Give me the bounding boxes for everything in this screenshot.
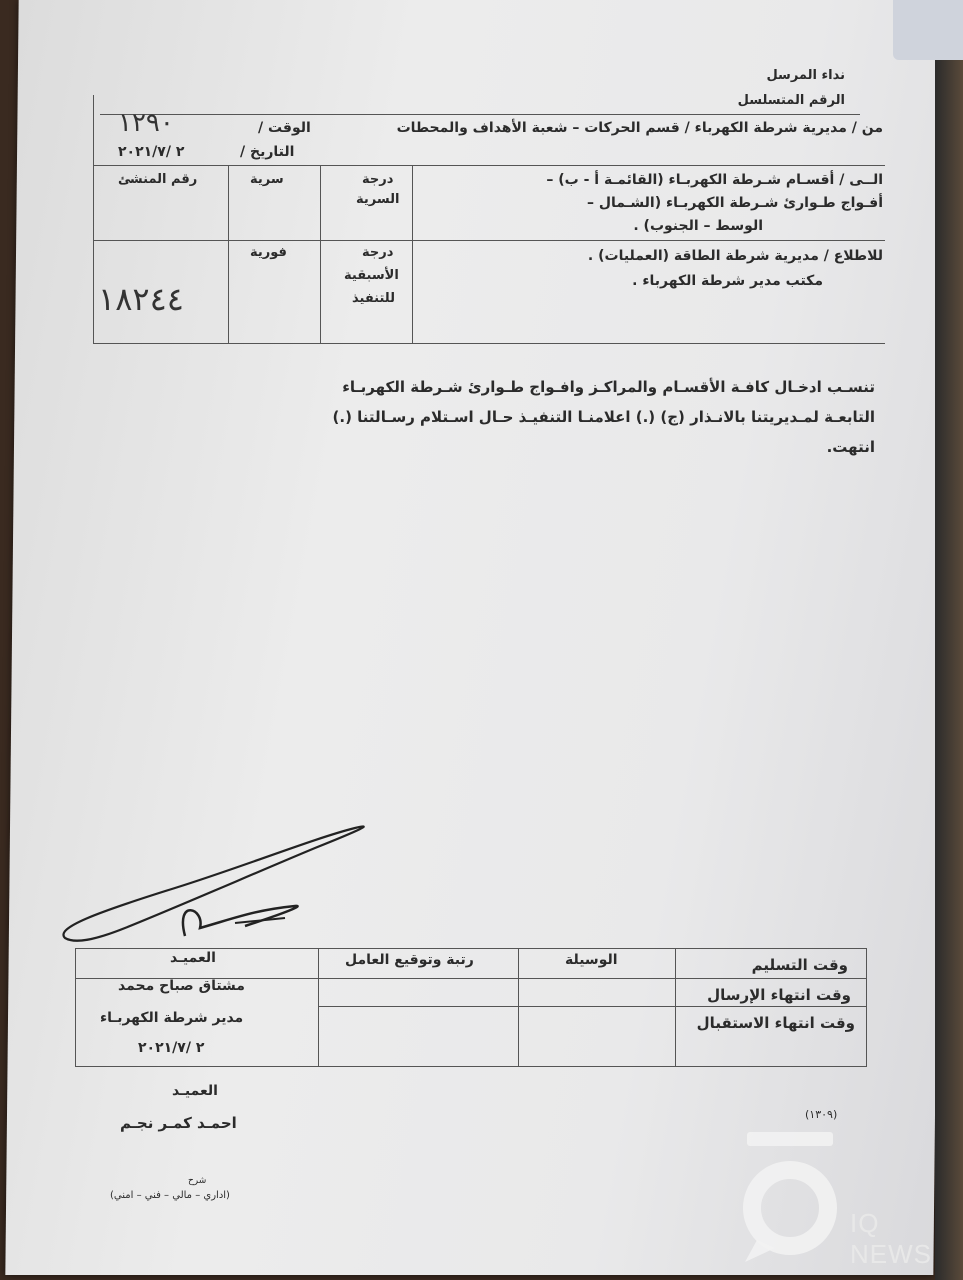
to-line-1: الــى / أقسـام شـرطة الكهربـاء (القائمـة أ - ب) – xyxy=(546,172,883,188)
send-end-time-label: وقت انتهاء الإرسال xyxy=(707,986,851,1004)
originator-number-handwritten: ١٨٢٤٤ xyxy=(98,280,184,318)
footer-table-line xyxy=(318,1006,867,1007)
footer-table-line xyxy=(866,948,867,1066)
to-line-3: الوسط – الجنوب) . xyxy=(633,218,763,234)
time-label: الوقت / xyxy=(258,120,311,136)
originator-label: رقم المنشئ xyxy=(118,172,198,187)
signer-title: مدير شرطة الكهربـاء xyxy=(100,1010,244,1026)
secrecy-label-2: السرية xyxy=(356,192,400,207)
bottom-rank: العميـد xyxy=(172,1083,218,1099)
operator-label: رتبة وتوقيع العامل xyxy=(345,952,474,968)
info-line-1: للاطلاع / مديرية شرطة الطاقة (العمليات) . xyxy=(587,248,883,264)
footer-table-line xyxy=(75,1066,867,1067)
divider xyxy=(100,114,860,115)
sender-call-label: نداء المرسل xyxy=(766,68,845,83)
bottom-name: احمـد كمـر نجـم xyxy=(120,1114,237,1132)
footer-table-line xyxy=(75,948,76,1066)
medium-label: الوسيلة xyxy=(565,952,618,968)
receive-end-time-label: وقت انتهاء الاستقبال xyxy=(696,1014,855,1032)
paper-corner xyxy=(893,0,963,60)
body-line-1: تنسـب ادخـال كافـة الأقسـام والمراكـز وافـواج طـوارئ شـرطة الكهربـاء xyxy=(342,378,875,396)
table-line xyxy=(93,165,885,166)
footer-table-line xyxy=(75,948,867,949)
table-line xyxy=(412,165,413,343)
priority-value: فورية xyxy=(250,245,287,260)
secrecy-label-1: درجة xyxy=(362,172,394,187)
document-page xyxy=(5,0,946,1275)
sign-date: ٢ /٢٠٢١/٧ xyxy=(138,1040,205,1056)
secrecy-value: سرية xyxy=(250,172,284,187)
footer-table-line xyxy=(318,948,319,1066)
signature-scribble xyxy=(55,818,375,948)
time-value: ١٢٩٠ xyxy=(118,108,174,138)
priority-label-1: درجة xyxy=(362,245,394,260)
from-line: من / مديرية شرطة الكهرباء / قسم الحركات – شعبة الأهداف والمحطات xyxy=(396,120,883,136)
info-line-2: مكتب مدير شرطة الكهرباء . xyxy=(632,273,823,289)
date-label: التاريخ / xyxy=(240,144,295,160)
delivery-time-label: وقت التسليم xyxy=(751,956,848,974)
table-line xyxy=(93,95,94,343)
table-line xyxy=(93,343,885,344)
form-code: (١٣٠٩) xyxy=(805,1108,838,1121)
watermark-brand: IQ NEWS xyxy=(850,1208,932,1269)
date-value: ٢ /٢٠٢١/٧ xyxy=(118,144,185,160)
distribution-note: (اداري – مالي – فني – امني) xyxy=(110,1190,230,1201)
body-line-2: التابعـة لمـديريتنا بالانـذار (ج) (.) اعلامنـا التنفيـذ حـال اسـتلام رسـالتنا (.) xyxy=(332,408,875,426)
footer-table-line xyxy=(675,948,676,1066)
to-line-2: أفـواج طـوارئ شـرطة الكهربـاء (الشـمال – xyxy=(586,195,883,211)
priority-label-2: الأسبقية xyxy=(344,268,399,283)
signer-name: مشتاق صباح محمد xyxy=(118,978,245,994)
body-line-3: انتهت. xyxy=(826,438,875,456)
serial-number-label: الرقم المتسلسل xyxy=(737,93,845,108)
signer-rank: العميـد xyxy=(170,950,216,966)
table-line xyxy=(93,240,885,241)
iq-news-logo-icon xyxy=(735,1130,845,1270)
table-line xyxy=(228,165,229,343)
background-edge xyxy=(935,0,963,1280)
footer-table-line xyxy=(518,948,519,1066)
priority-label-3: للتنفيذ xyxy=(352,291,395,306)
note-small: شرح xyxy=(188,1176,207,1186)
table-line xyxy=(320,165,321,343)
